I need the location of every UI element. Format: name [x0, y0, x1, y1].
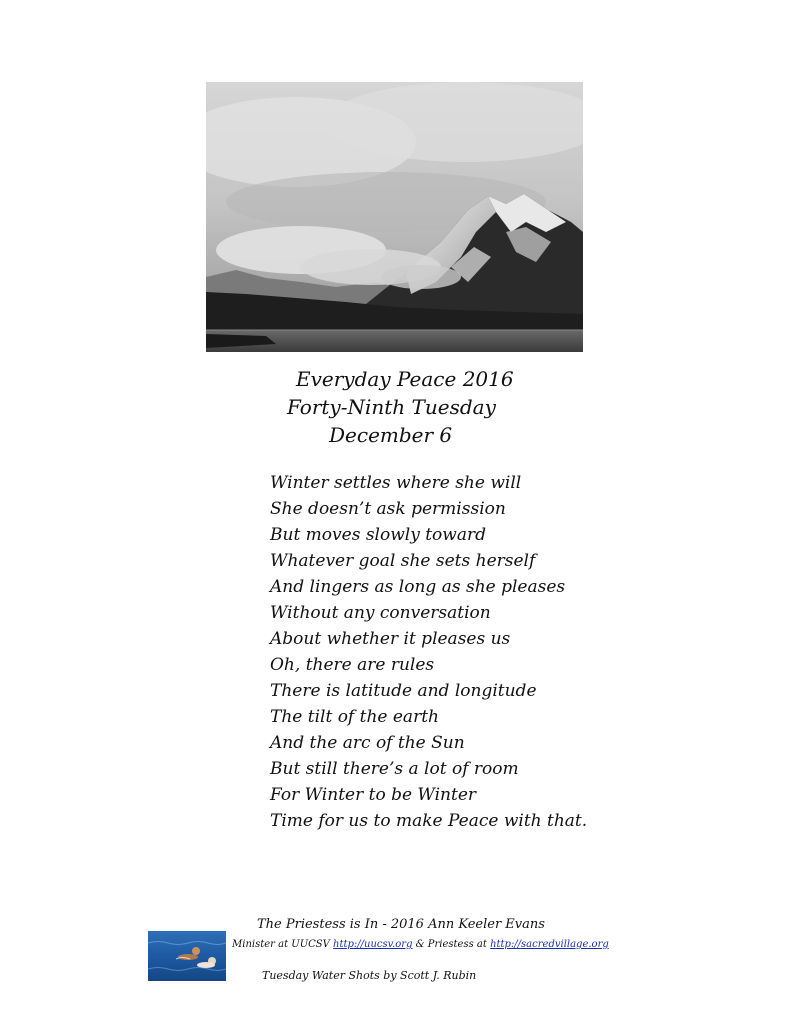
poem-line: For Winter to be Winter	[270, 785, 477, 805]
poem-line: Without any conversation	[270, 603, 491, 623]
poem-line: And the arc of the Sun	[270, 733, 465, 753]
priestess-text: & Priestess at	[415, 939, 487, 950]
poem-line: Time for us to make Peace with that.	[270, 811, 588, 831]
uucsv-link[interactable]: http://uucsv.org	[333, 939, 413, 950]
page-date: December 6	[329, 423, 453, 447]
minister-text: Minister at UUCSV	[232, 939, 330, 950]
poem-line: But moves slowly toward	[270, 525, 486, 545]
sacred-village-link[interactable]: http://sacredvillage.org	[490, 939, 609, 950]
poem-line: The tilt of the earth	[270, 707, 439, 727]
poem-line: About whether it pleases us	[270, 629, 511, 649]
footer-credit: The Priestess is In - 2016 Ann Keeler Evans	[257, 917, 545, 932]
mountain-photo	[206, 82, 583, 352]
poem-line: Oh, there are rules	[270, 655, 435, 675]
poem-line: There is latitude and longitude	[270, 681, 537, 701]
poem-line: Whatever goal she sets herself	[270, 551, 536, 571]
poem-line: And lingers as long as she pleases	[270, 577, 566, 597]
water-shots-credit: Tuesday Water Shots by Scott J. Rubin	[262, 969, 477, 982]
poem	[270, 470, 587, 834]
swimmer-photo	[148, 931, 226, 981]
poem-line: Winter settles where she will	[270, 473, 522, 493]
poem-line: She doesn’t ask permission	[270, 499, 506, 519]
poem-line: But still there’s a lot of room	[270, 759, 519, 779]
page-title: Everyday Peace 2016	[296, 367, 514, 391]
footer-roles	[232, 939, 609, 950]
page-subtitle: Forty-Ninth Tuesday	[287, 395, 496, 419]
